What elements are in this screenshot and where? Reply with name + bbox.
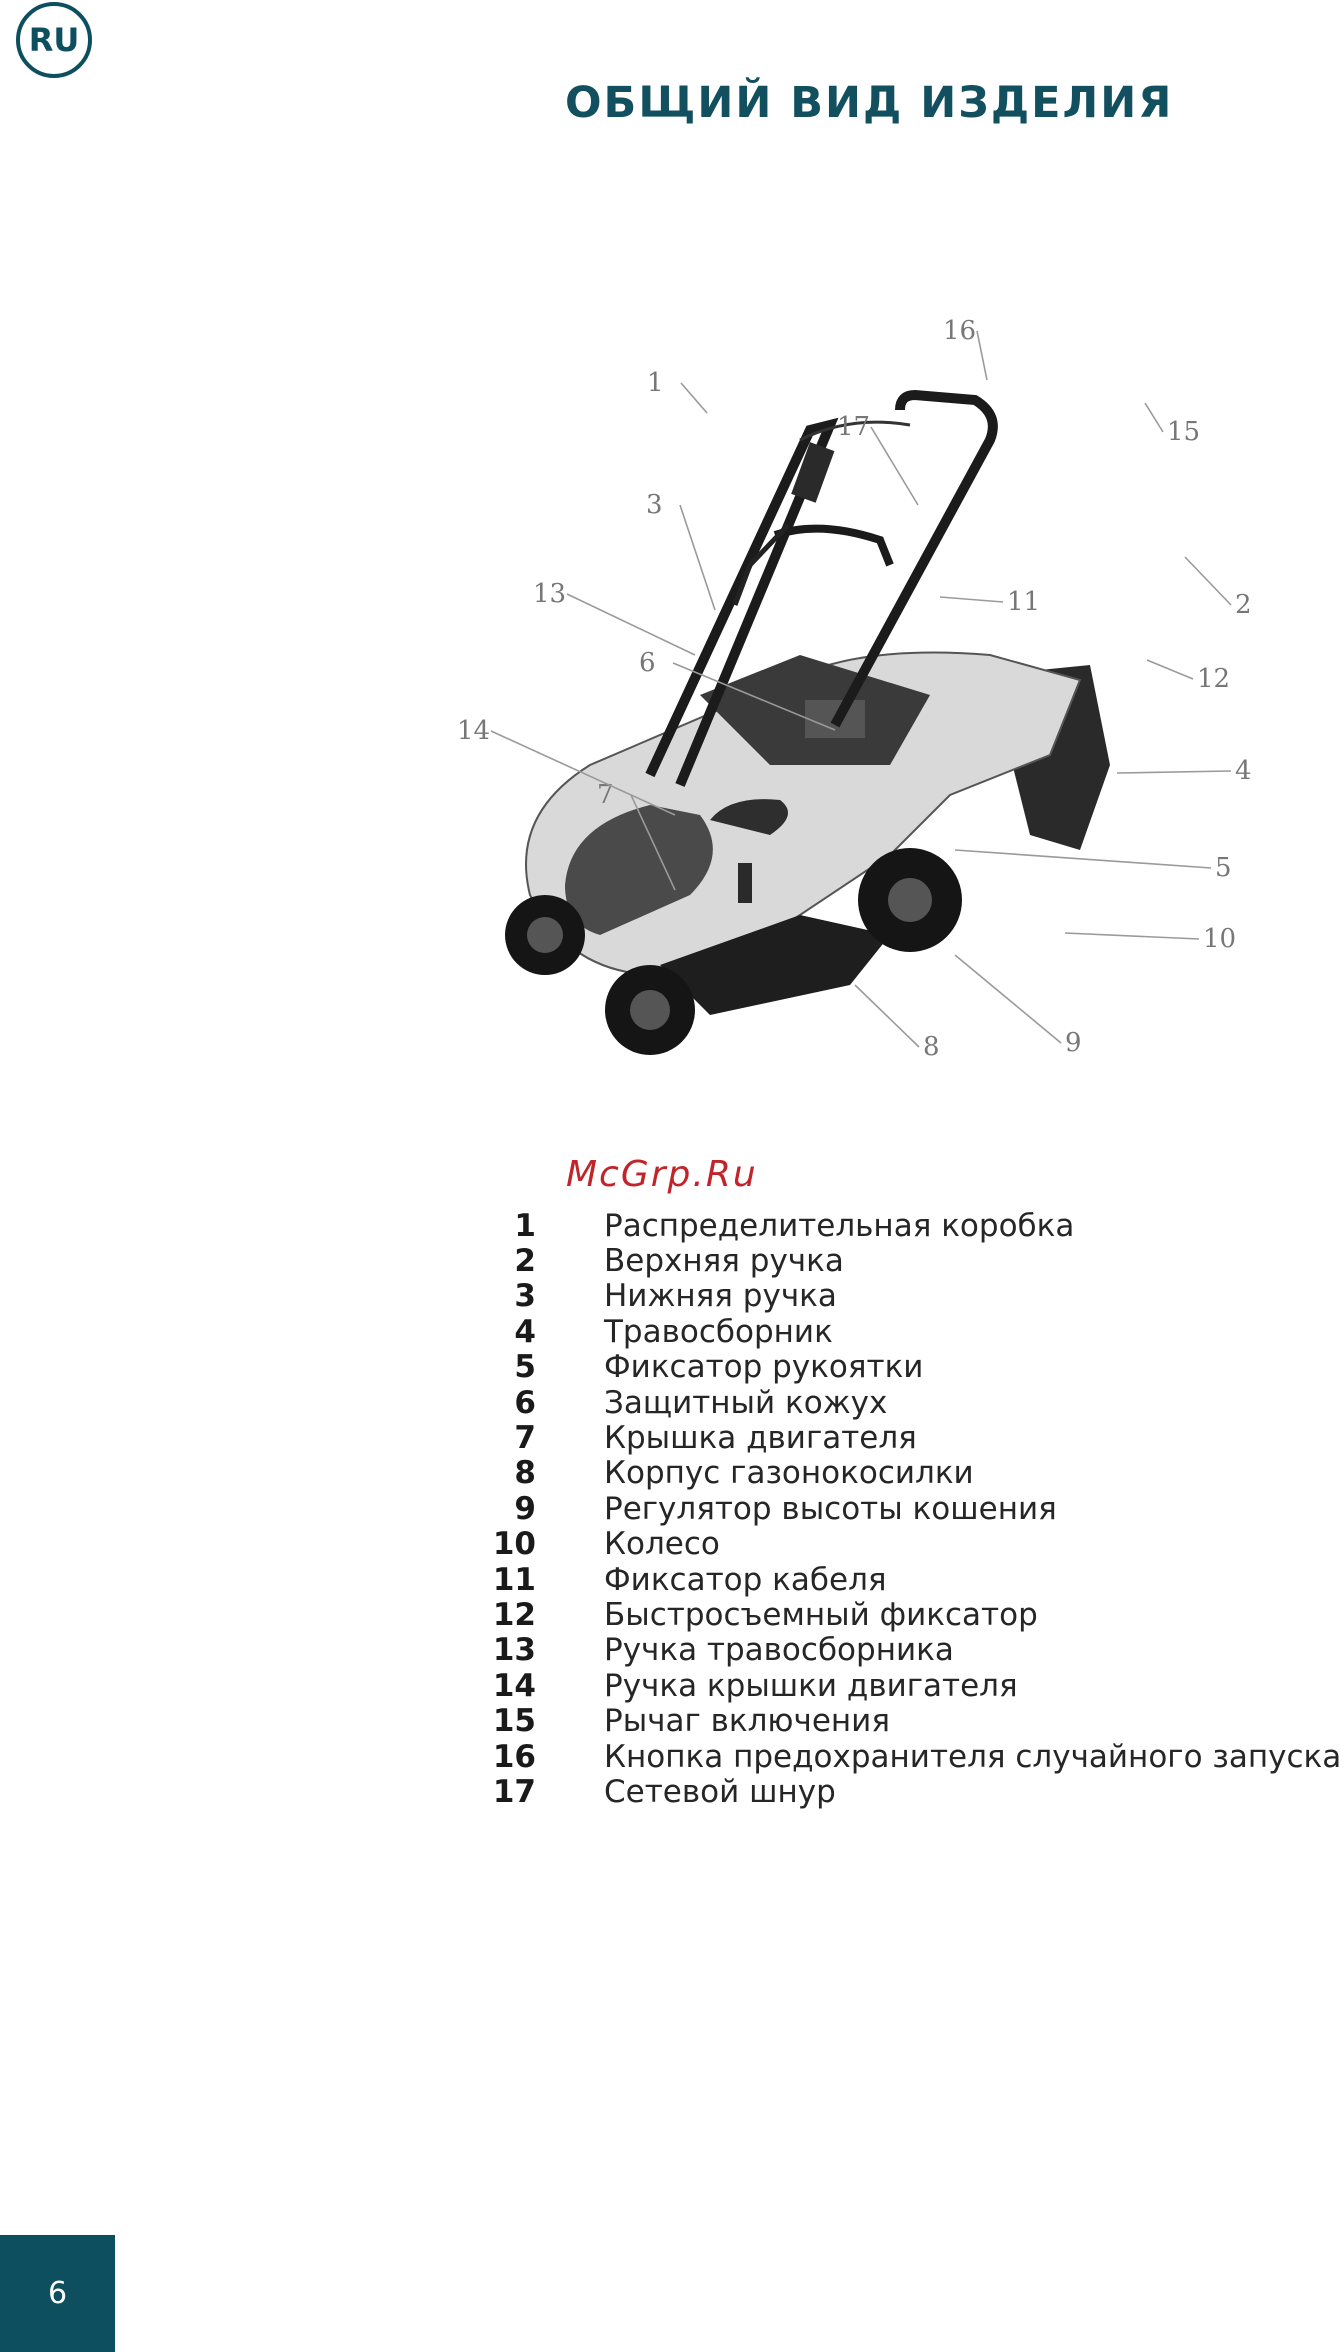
page-title: ОБЩИЙ ВИД ИЗДЕЛИЯ <box>565 78 1174 128</box>
callout-label-14: 14 <box>457 716 491 746</box>
callout-leader-8 <box>855 985 919 1047</box>
legend-item <box>470 1597 1341 1632</box>
callout-label-10: 10 <box>1203 924 1237 954</box>
legend-item <box>470 1668 1341 1703</box>
legend-text: Защитный кожух <box>604 1384 888 1421</box>
legend-text: Сетевой шнур <box>604 1773 836 1810</box>
legend-item <box>470 1703 1341 1738</box>
legend-item <box>470 1243 1341 1278</box>
legend-item <box>470 1314 1341 1349</box>
callout-label-13: 13 <box>533 579 567 609</box>
callout-label-17: 17 <box>837 412 871 442</box>
legend-item <box>470 1350 1341 1385</box>
legend-text: Регулятор высоты кошения <box>604 1490 1057 1527</box>
callout-label-16: 16 <box>943 316 977 346</box>
parts-legend <box>470 1208 1341 1810</box>
callout-label-6: 6 <box>639 648 656 678</box>
callout-leader-4 <box>1117 771 1231 773</box>
lawnmower-illustration <box>505 395 1110 1055</box>
legend-number: 9 <box>514 1490 536 1527</box>
legend-item <box>470 1633 1341 1668</box>
callout-leader-11 <box>940 597 1003 602</box>
legend-text: Корпус газонокосилки <box>604 1455 974 1492</box>
callout-label-7: 7 <box>597 780 614 810</box>
callout-label-4: 4 <box>1235 756 1252 786</box>
legend-number: 17 <box>492 1773 536 1810</box>
watermark: McGrp.Ru <box>566 1154 758 1195</box>
legend-number: 7 <box>514 1420 536 1457</box>
legend-item <box>470 1562 1341 1597</box>
callout-leader-2 <box>1185 557 1231 605</box>
legend-text: Быстросъемный фиксатор <box>604 1597 1038 1633</box>
legend-number: 3 <box>514 1278 536 1315</box>
legend-text: Нижняя ручка <box>604 1278 837 1315</box>
callout-leader-1 <box>681 383 707 413</box>
legend-item <box>470 1739 1341 1774</box>
callout-leader-16 <box>977 331 987 380</box>
legend-text: Кнопка предохранителя случайного запуска <box>604 1738 1341 1775</box>
callout-label-12: 12 <box>1197 664 1231 694</box>
legend-number: 14 <box>492 1667 536 1704</box>
legend-text: Верхняя ручка <box>604 1243 844 1280</box>
legend-number: 15 <box>492 1703 536 1740</box>
legend-item <box>470 1491 1341 1526</box>
legend-item <box>470 1385 1341 1420</box>
callout-label-11: 11 <box>1007 587 1041 617</box>
legend-text: Травосборник <box>604 1313 833 1350</box>
legend-number: 8 <box>514 1455 536 1492</box>
legend-number: 12 <box>492 1597 536 1633</box>
language-badge: RU <box>16 2 92 78</box>
wheel-front-right <box>605 965 695 1055</box>
callout-label-3: 3 <box>646 490 663 520</box>
callout-leader-5 <box>955 850 1211 868</box>
callout-leader-17 <box>871 427 918 505</box>
callout-leader-10 <box>1065 933 1199 939</box>
legend-number: 6 <box>514 1384 536 1421</box>
legend-item <box>470 1420 1341 1455</box>
legend-text: Ручка травосборника <box>604 1632 954 1669</box>
lawnmower-diagram <box>457 295 1252 1095</box>
legend-number: 10 <box>492 1526 536 1563</box>
legend-number: 2 <box>514 1243 536 1280</box>
legend-number: 13 <box>492 1632 536 1669</box>
page-number: 6 <box>0 2235 115 2352</box>
legend-text: Ручка крышки двигателя <box>604 1667 1018 1704</box>
legend-text: Распределительная коробка <box>604 1207 1075 1244</box>
legend-item <box>470 1279 1341 1314</box>
legend-text: Рычаг включения <box>604 1703 890 1740</box>
legend-number: 5 <box>514 1349 536 1386</box>
callout-label-5: 5 <box>1215 853 1232 883</box>
legend-item <box>470 1456 1341 1491</box>
legend-item <box>470 1527 1341 1562</box>
callout-label-1: 1 <box>647 368 664 398</box>
legend-number: 4 <box>514 1313 536 1350</box>
callout-leader-13 <box>567 594 695 655</box>
callout-leader-15 <box>1145 403 1163 432</box>
callout-leader-12 <box>1147 660 1193 679</box>
legend-number: 11 <box>492 1561 536 1598</box>
callout-leader-9 <box>955 955 1061 1043</box>
legend-text: Фиксатор кабеля <box>604 1561 887 1598</box>
legend-text: Крышка двигателя <box>604 1420 917 1457</box>
callout-leader-3 <box>680 505 715 610</box>
wheel-front-left <box>505 895 585 975</box>
legend-item <box>470 1774 1341 1809</box>
legend-number: 1 <box>514 1207 536 1244</box>
legend-item <box>470 1208 1341 1243</box>
legend-text: Колесо <box>604 1526 720 1563</box>
wheel-rear <box>858 848 962 952</box>
callout-label-15: 15 <box>1167 417 1201 447</box>
legend-number: 16 <box>492 1738 536 1775</box>
callout-label-2: 2 <box>1235 590 1252 620</box>
legend-text: Фиксатор рукоятки <box>604 1349 924 1386</box>
callout-label-9: 9 <box>1065 1028 1082 1058</box>
callout-label-8: 8 <box>923 1032 940 1062</box>
